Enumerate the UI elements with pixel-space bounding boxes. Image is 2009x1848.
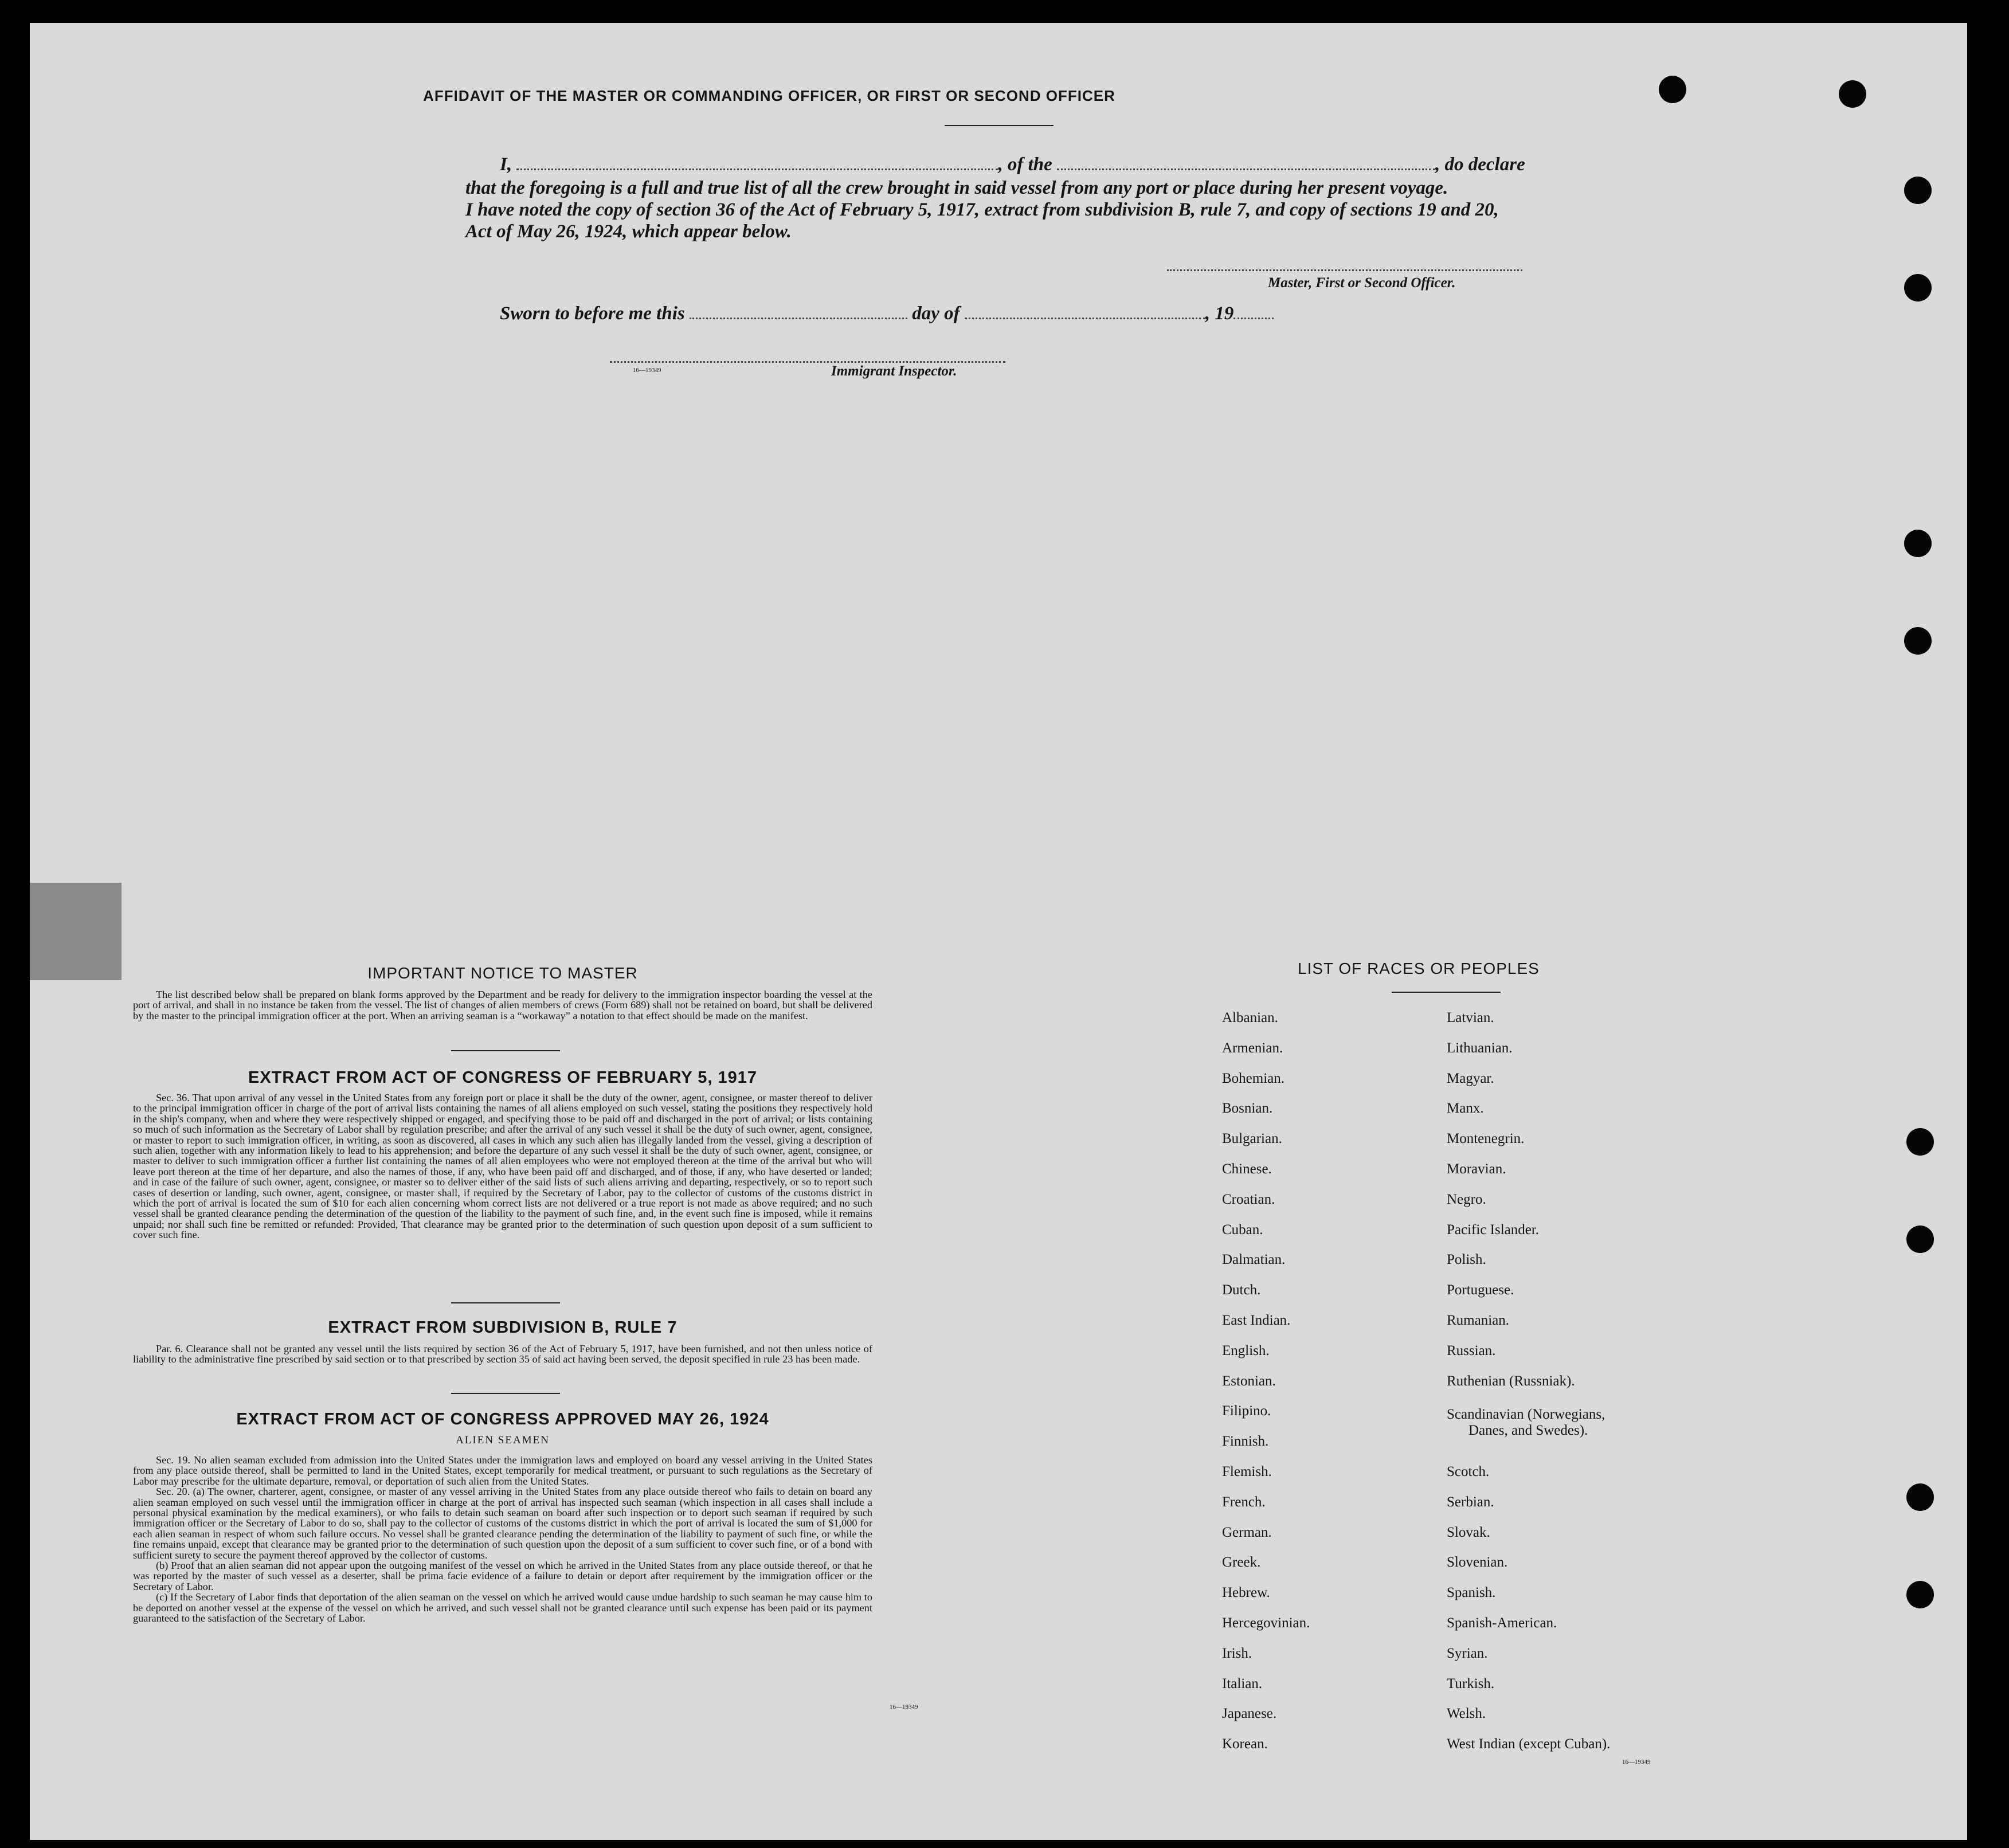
race-item: Ruthenian (Russniak). (1447, 1373, 1575, 1389)
race-item: Scotch. (1447, 1464, 1490, 1479)
affidavit-title: AFFIDAVIT OF THE MASTER OR COMMANDING OFFICER, OR FIRST OR SECOND OFFICER (423, 87, 1115, 104)
binding-tab (30, 883, 122, 980)
alien-seamen-subtitle: ALIEN SEAMEN (456, 1434, 550, 1446)
race-item: East Indian. (1222, 1313, 1291, 1328)
race-item: Polish. (1447, 1252, 1486, 1268)
race-item: Spanish. (1447, 1585, 1496, 1601)
race-item: Negro. (1447, 1191, 1486, 1207)
punch-hole-icon (1904, 274, 1932, 302)
race-item: Flemish. (1222, 1464, 1272, 1479)
section-36-text: Sec. 36. That upon arrival of any vessel in the United States from any foreign port or place it shall be the duty of the owner, agent, consignee, or master thereof to deliver to the principal immigration officer in charge of the port of arrival lists containing the names of all aliens employed on such vessel, stating the positions they respectively hold in the ship's company, when and where they were respectively shipped or engaged, and specifying those to be paid off and discharged in the port of arrival; or lists containing so much of such information as the Secretary of Labor shall by regulation prescribe; and after the arrival of any such vessel it shall be the duty of such owner, agent, consignee, or master to report to such immigration officer, in writing, as soon as discovered, all cases in which any such alien has illegally landed from the vessel, giving a description of such alien, together with any information likely to lead to his apprehension; and before the departure of any such vessel it shall be the duty of such owner, agent, consignee, or master to deliver to such immigration officer a further list containing the names of all alien employees who were not employed thereon at the time of the arrival but who will leave port thereon at the time of her departure, and also the names of those, if any, who have been paid off and discharged, and of those, if any, who have deserted or landed; and in case of the failure of such owner, agent, consignee, or master so to deliver either of the said lists of such aliens arriving and departing, respectively, or so to report such cases of desertion or landing, such owner, agent, consignee, or master shall, if required by the Secretary of Labor, pay to the collector of customs of the customs district in which the port of arrival is located the sum of $10 for each alien concerning whom correct lists are not delivered or a true report is not made as above required; and no such vessel shall be granted clearance pending the determination of the question of the liability to the payment of such fine, and, in the event such fine is imposed, while it remains unpaid; nor shall such fine be remitted or refunded: Provided, That clearance may be granted prior to the determination of such question upon deposit of a sum sufficient to cover such fine. (133, 1092, 872, 1241)
race-item: Danes, and Swedes). (1468, 1423, 1588, 1439)
inspector-label: Immigrant Inspector. (831, 363, 957, 379)
section-20c-text: (c) If the Secretary of Labor finds that deportation of the alien seaman on the vessel on which he arrived would cause undue hardship to such seaman he may cause him to be deported on another vessel at the expense of the vessel on which he arrived, and such vessel shall not be granted clearance until such expense has been paid or its payment guaranteed to the satisfaction of the Secretary of Labor. (133, 1591, 872, 1624)
race-item: Slovenian. (1447, 1555, 1508, 1571)
punch-hole-icon (1904, 530, 1932, 557)
divider (451, 1050, 560, 1051)
subdivision-b-title: EXTRACT FROM SUBDIVISION B, RULE 7 (328, 1318, 678, 1337)
year-blank (1233, 303, 1274, 319)
race-item: Korean. (1222, 1736, 1268, 1752)
subdivision-b-body (133, 1344, 872, 1365)
extract-1924-body (133, 1455, 872, 1624)
section-19-text: Sec. 19. No alien seaman excluded from admission into the United States under the immigration laws and employed on board any vessel arriving in the United States from any place outside thereof, shall be permitted to land in the United States, except temporarily for medical treatment, or pursuant to such regulations as the Secretary of Labor may prescribe for the ultimate departure, removal, or deportation of such alien from the United States. (133, 1454, 872, 1487)
race-item: Albanian. (1222, 1010, 1278, 1025)
race-item: Dalmatian. (1222, 1252, 1286, 1268)
race-item: Rumanian. (1447, 1313, 1510, 1328)
race-item: Syrian. (1447, 1645, 1488, 1661)
race-item: Slovak. (1447, 1524, 1490, 1540)
race-item: Italian. (1222, 1675, 1263, 1692)
day-blank (690, 303, 907, 319)
race-item: Finnish. (1222, 1434, 1269, 1450)
race-item: Lithuanian. (1447, 1040, 1513, 1056)
race-item: Hercegovinian. (1222, 1615, 1310, 1631)
punch-hole-icon (1904, 627, 1932, 655)
affidavit-line-3: I have noted the copy of section 36 of the Act of February 5, 1917, extract from subdivision B, rule 7, and copy of sections 19 and 20, (465, 199, 1499, 220)
signature-line (1167, 269, 1522, 271)
divider (451, 1393, 560, 1394)
section-20a-text: Sec. 20. (a) The owner, charterer, agent, consignee, or master of any vessel arriving in the United States from any place outside thereof who fails to detain on board any alien seaman employed on such vessel until the immigration officer in charge at the port of arrival has inspected such seaman (which inspection in all cases shall include a personal physical examination by the medical examiners), or who fails to detain such seaman on board after such inspection or to deport such seaman if required by such immigration officer or the Secretary of Labor to do so, shall pay to the collector of customs of the customs district in which the port of arrival is located the sum of $1,000 for each alien seaman in respect of whom such failure occurs. No vessel shall be granted clearance pending the determination of the liability to payment of such fine, or while the fine remains unpaid, except that clearance may be granted prior to the determination of such question upon the deposit of a sum sufficient to cover such fine, or of a bond with sufficient surety to secure the payment thereof approved by the collector of customs. (133, 1486, 872, 1561)
notice-body (133, 989, 872, 1021)
affidavit-line-1 (500, 154, 1525, 175)
race-item: Chinese. (1222, 1161, 1272, 1177)
affidavit-line-4: Act of May 26, 1924, which appear below. (465, 221, 792, 242)
race-item: Magyar. (1447, 1070, 1494, 1086)
race-item: Manx. (1447, 1101, 1484, 1117)
section-20b-text: (b) Proof that an alien seaman did not appear upon the outgoing manifest of the vessel on which he arrived in the United States from any place outside thereof, or that he was reported by the master of such vessel as a deserter, shall be prima facie evidence of a failure to detain or deport after requirement by the immigration officer or the Secretary of Labor. (133, 1560, 872, 1592)
extract-1924-title: EXTRACT FROM ACT OF CONGRESS APPROVED MAY 26, 1924 (236, 1410, 769, 1428)
race-item: Russian. (1447, 1342, 1496, 1358)
notice-title: IMPORTANT NOTICE TO MASTER (367, 964, 638, 982)
form-number: 16—19349 (1622, 1759, 1651, 1765)
divider (451, 1302, 560, 1303)
text-of-the: , of the (998, 154, 1052, 175)
race-item: Latvian. (1447, 1010, 1494, 1025)
race-item: Greek. (1222, 1555, 1261, 1571)
race-item: Bulgarian. (1222, 1131, 1282, 1147)
race-item: Bosnian. (1222, 1101, 1273, 1117)
text-sworn: Sworn to before me this (500, 303, 685, 324)
vessel-blank (1057, 154, 1435, 170)
name-blank (516, 154, 998, 170)
race-item: Portuguese. (1447, 1282, 1514, 1298)
race-item: Scandinavian (Norwegians, (1447, 1407, 1605, 1423)
month-blank (965, 303, 1205, 319)
race-item: Irish. (1222, 1645, 1252, 1661)
race-item: Hebrew. (1222, 1585, 1270, 1601)
race-item: Serbian. (1447, 1494, 1494, 1510)
race-item: Armenian. (1222, 1040, 1283, 1056)
punch-hole-icon (1906, 1128, 1934, 1156)
form-number: 16—19349 (633, 367, 661, 374)
race-item: Moravian. (1447, 1161, 1506, 1177)
punch-hole-icon (1904, 177, 1932, 204)
form-number: 16—19349 (890, 1704, 918, 1710)
punch-hole-icon (1906, 1226, 1934, 1253)
punch-hole-icon (1906, 1581, 1934, 1608)
race-item: Welsh. (1447, 1706, 1486, 1722)
rule-7-text: Par. 6. Clearance shall not be granted any vessel until the lists required by section 36 of the Act of February 5, 1917, have been furnished, and not then unless notice of liability to the administrative fine prescribed by said section or to that prescribed by section 35 of said act having been served, the deposit specified in rule 23 has been made. (133, 1343, 872, 1365)
divider (945, 125, 1054, 126)
race-item: Bohemian. (1222, 1070, 1285, 1086)
text-year: , 19 (1205, 303, 1234, 324)
notice-text: The list described below shall be prepared on blank forms approved by the Department and be ready for delivery to the immigration inspector boarding the vessel at the port of arrival, and shall in no instance be taken from the vessel. The list of changes of alien members of crews (Form 689) shall not be retained on board, but shall be delivered by the master to the principal immigration officer at the port. When an arriving seaman is a “workaway” a notation to that effect should be made on the manifest. (133, 989, 872, 1021)
punch-hole-icon (1659, 76, 1686, 103)
punch-hole-icon (1906, 1483, 1934, 1511)
race-item: French. (1222, 1494, 1266, 1510)
punch-hole-icon (1839, 80, 1866, 108)
text-do-declare: , do declare (1435, 154, 1525, 175)
signature-label: Master, First or Second Officer. (1268, 275, 1456, 291)
race-item: Cuban. (1222, 1221, 1263, 1238)
divider (1392, 992, 1501, 993)
race-item: Turkish. (1447, 1675, 1495, 1692)
race-item: West Indian (except Cuban). (1447, 1736, 1611, 1752)
extract-1917-body (133, 1093, 872, 1240)
extract-1917-title: EXTRACT FROM ACT OF CONGRESS OF FEBRUARY 5, 1917 (248, 1068, 758, 1087)
race-item: German. (1222, 1524, 1272, 1540)
sworn-line (500, 303, 1274, 324)
race-item: Pacific Islander. (1447, 1221, 1540, 1238)
text-day-of: day of (912, 303, 960, 324)
text-i: I, (500, 154, 512, 175)
inspector-line (610, 361, 1005, 363)
race-item: Filipino. (1222, 1403, 1271, 1419)
race-item: Japanese. (1222, 1706, 1277, 1722)
race-item: Spanish-American. (1447, 1615, 1557, 1631)
races-title: LIST OF RACES OR PEOPLES (1298, 960, 1540, 977)
form-sheet (30, 23, 1967, 1840)
race-item: Estonian. (1222, 1373, 1276, 1389)
race-item: Montenegrin. (1447, 1131, 1525, 1147)
race-item: Dutch. (1222, 1282, 1261, 1298)
race-item: Croatian. (1222, 1191, 1275, 1207)
affidavit-line-2: that the foregoing is a full and true list of all the crew brought in said vessel from any port or place during her present voyage. (465, 178, 1448, 198)
race-item: English. (1222, 1342, 1270, 1358)
